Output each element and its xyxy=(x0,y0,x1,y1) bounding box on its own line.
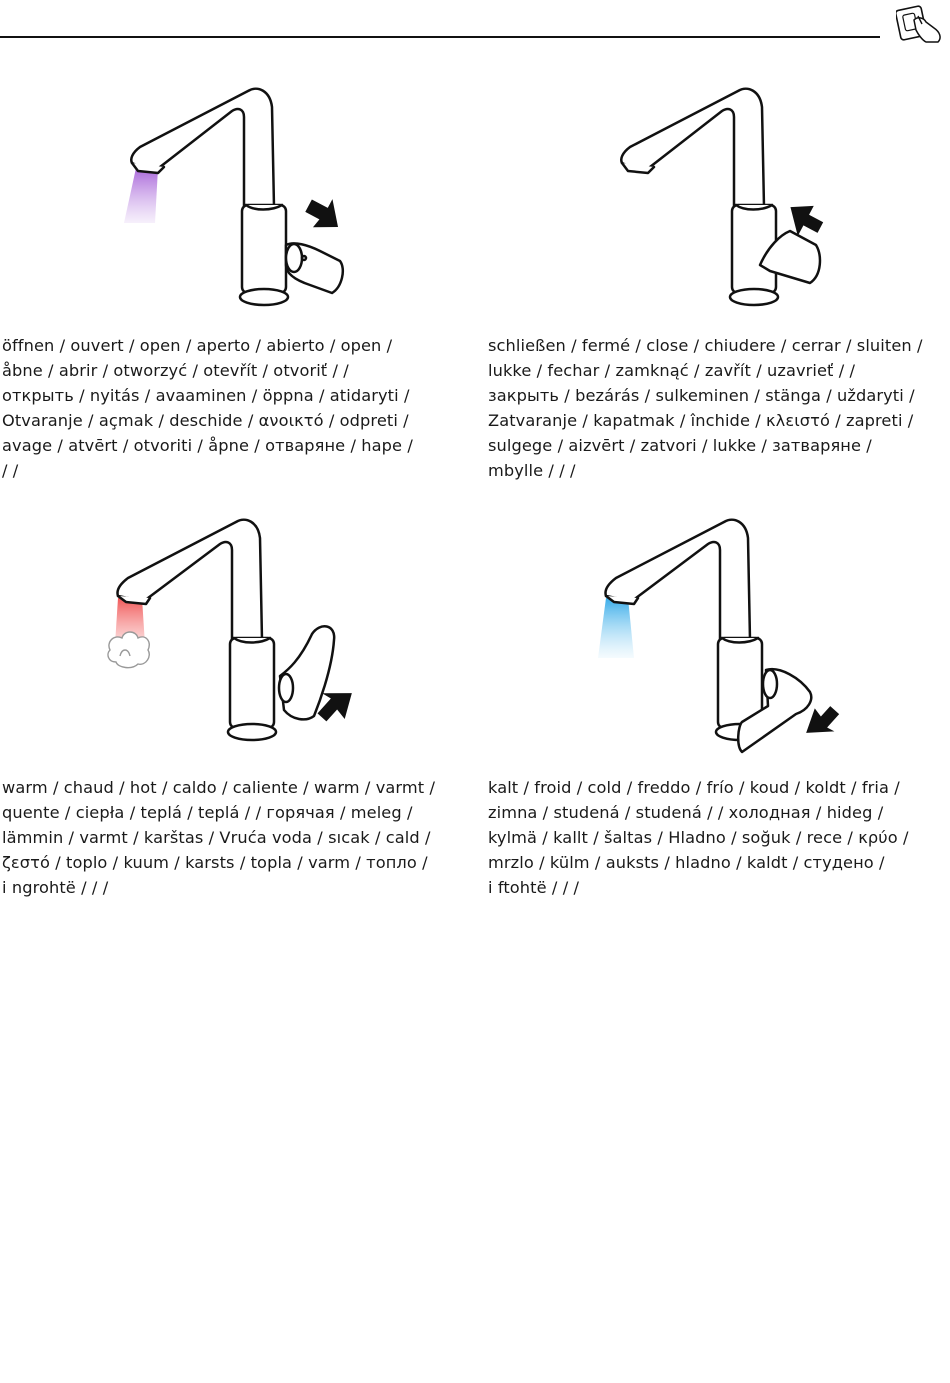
caption-warm xyxy=(2,775,435,900)
caption-line: öffnen / ouvert / open / aperto / abierto / open / xyxy=(2,336,393,355)
steam-icon xyxy=(108,632,149,668)
caption-line: Zatvaranje / kapatmak / închide / κλειστό / zapreti / xyxy=(488,411,914,430)
faucet-close-illustration xyxy=(600,75,870,320)
faucet-warm-illustration xyxy=(100,510,370,755)
caption-line: kylmä / kallt / šaltas / Hladno / soğuk / rece / κρύο / xyxy=(488,828,909,847)
faucet-cold-illustration xyxy=(590,510,860,755)
caption-line: quente / ciepła / teplá / teplá / / горячая / meleg / xyxy=(2,803,413,822)
caption-line: mrzlo / külm / auksts / hladno / kaldt / студено / xyxy=(488,853,885,872)
faucet-open-illustration xyxy=(110,75,380,320)
caption-line: mbylle / / / xyxy=(488,461,576,480)
hand-touch-icon xyxy=(896,2,944,44)
caption-line: sulgege / aizvērt / zatvori / lukke / затваряне / xyxy=(488,436,872,455)
caption-line: закрыть / bezárás / sulkeminen / stänga / uždaryti / xyxy=(488,386,915,405)
caption-line: zimna / studená / studená / / холодная / hideg / xyxy=(488,803,884,822)
caption-line: warm / chaud / hot / caldo / caliente / warm / varmt / xyxy=(2,778,436,797)
caption-line: открыть / nyitás / avaaminen / öppna / atidaryti / xyxy=(2,386,410,405)
caption-line: / / xyxy=(2,461,19,480)
caption-line: schließen / fermé / close / chiudere / cerrar / sluiten / xyxy=(488,336,923,355)
caption-line: åbne / abrir / otworzyć / otevřít / otvoriť / / xyxy=(2,361,349,380)
caption-line: ζεστό / toplo / kuum / karsts / topla / varm / топло / xyxy=(2,853,428,872)
caption-line: i ngrohtë / / / xyxy=(2,878,109,897)
caption-cold xyxy=(488,775,909,900)
water-stream-purple xyxy=(124,168,158,223)
header-rule xyxy=(0,36,880,38)
caption-line: lukke / fechar / zamknąć / zavřít / uzavrieť / / xyxy=(488,361,856,380)
caption-line: kalt / froid / cold / freddo / frío / koud / koldt / fria / xyxy=(488,778,900,797)
caption-line: lämmin / varmt / karštas / Vruća voda / sıcak / cald / xyxy=(2,828,431,847)
water-stream-blue xyxy=(598,598,634,658)
caption-line: Otvaranje / açmak / deschide / ανοικτό / odpreti / xyxy=(2,411,409,430)
push-arrow-icon xyxy=(301,191,349,238)
caption-open xyxy=(2,333,413,483)
caption-close xyxy=(488,333,923,483)
caption-line: i ftohtë / / / xyxy=(488,878,580,897)
caption-line: avage / atvērt / otvoriti / åpne / отваряне / hape / xyxy=(2,436,413,455)
